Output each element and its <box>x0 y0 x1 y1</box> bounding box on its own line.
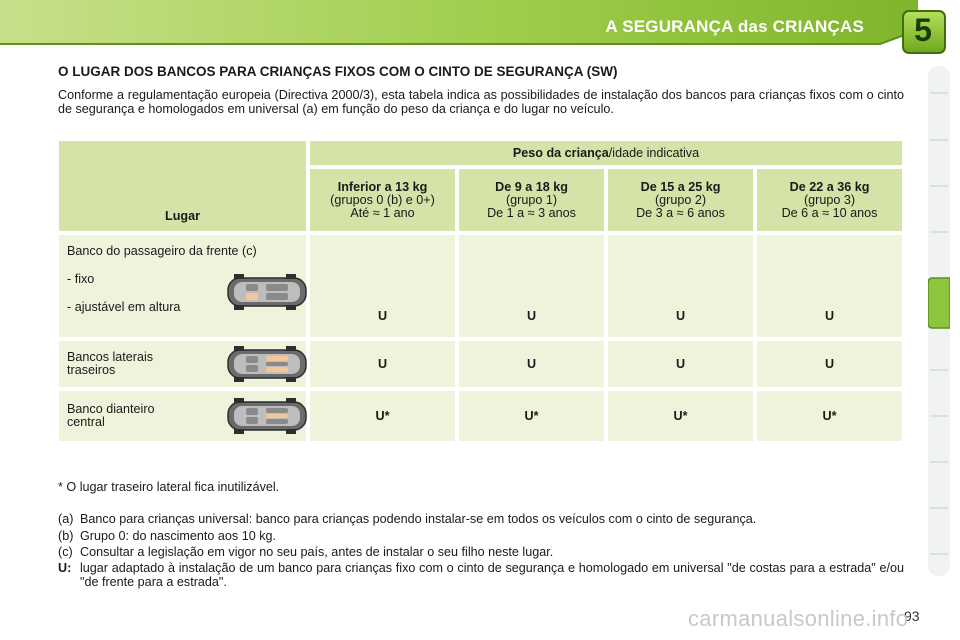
seat-label: Bancos laterais <box>67 350 154 364</box>
seat-label: Banco dianteiro <box>67 402 155 416</box>
car-rear-center-seat-icon <box>226 397 308 435</box>
chapter-header <box>0 0 960 50</box>
group-title: De 15 a 25 kg <box>640 179 721 194</box>
value-cell: U <box>757 341 902 387</box>
group-title: De 9 a 18 kg <box>495 179 568 194</box>
group-title: De 22 a 36 kg <box>789 179 870 194</box>
group-line3: De 1 a ≈ 3 anos <box>487 205 576 220</box>
watermark: carmanualsonline.info <box>688 606 909 631</box>
footnote <box>58 561 904 589</box>
table-row <box>59 391 902 441</box>
seat-cell-rear-center <box>59 391 306 441</box>
group-title: Inferior a 13 kg <box>337 179 428 194</box>
group-line2: (grupos 0 (b) e 0+) <box>330 192 435 207</box>
group-line3: De 3 a ≈ 6 anos <box>636 205 725 220</box>
section-title: O LUGAR DOS BANCOS PARA CRIANÇAS FIXOS COM O CINTO DE SEGURANÇA (SW) <box>58 64 618 79</box>
footnote-text: lugar adaptado à instalação de um banco para crianças fixo com o cinto de segurança e homologado em universal "de costas para a estrada" e/ou "de frente para a estrada". <box>80 561 904 589</box>
group-header <box>459 169 604 231</box>
chapter-number: 5 <box>914 12 932 48</box>
seat-label: Banco do passageiro da frente (c) <box>67 244 257 258</box>
value-cell: U* <box>310 391 455 441</box>
peso-header-bold: Peso da criança <box>512 146 609 160</box>
value-cell: U <box>310 341 455 387</box>
seat-label: - fixo <box>67 272 95 286</box>
group-line2: (grupo 3) <box>803 192 856 207</box>
car-rear-side-seats-icon <box>226 345 308 383</box>
footnote-text: Banco para crianças universal: banco para crianças podendo instalar-se em todos os veículos com o cinto de segurança. <box>80 512 757 526</box>
group-line2: (grupo 2) <box>654 192 707 207</box>
footnote <box>58 512 904 526</box>
seat-label: central <box>67 415 105 429</box>
seat-cell-front-passenger <box>59 235 306 337</box>
table-note: * O lugar traseiro lateral fica inutilizável. <box>58 480 280 494</box>
group-line3: De 6 a ≈ 10 anos <box>781 205 878 220</box>
footnote <box>58 529 904 543</box>
footnote-key: (a) <box>58 512 74 526</box>
value-cell: U <box>459 341 604 387</box>
value-cell: U <box>757 235 902 337</box>
chapter-title: A SEGURANÇA das CRIANÇAS <box>605 17 864 36</box>
table-header-row <box>59 141 902 165</box>
peso-header-rest: /idade indicativa <box>608 146 700 160</box>
intro-paragraph: Conforme a regulamentação europeia (Directiva 2000/3), esta tabela indica as possibilidades de instalação dos bancos para crianças fixos com o cinto de segurança e homologados em universal (a) em função do peso da criança e do lugar no veículo. <box>58 88 904 116</box>
lugar-header <box>59 141 306 231</box>
page-number: 93 <box>904 608 920 624</box>
value-cell: U <box>608 235 753 337</box>
footnote-text: Grupo 0: do nascimento aos 10 kg. <box>80 529 277 543</box>
group-header <box>757 169 902 231</box>
group-header <box>310 169 455 231</box>
group-line2: (grupo 1) <box>505 192 558 207</box>
seat-label: - ajustável em altura <box>67 300 181 314</box>
value-cell: U* <box>459 391 604 441</box>
footnote-key: (c) <box>58 545 73 559</box>
footnote-key: (b) <box>58 529 74 543</box>
chapter-side-tabs <box>928 66 950 576</box>
lugar-header-label: Lugar <box>165 209 200 223</box>
seat-cell-rear-side <box>59 341 306 387</box>
value-cell: U <box>608 341 753 387</box>
table-row <box>59 235 902 337</box>
value-cell: U* <box>757 391 902 441</box>
table-row <box>59 341 902 387</box>
value-cell: U <box>459 235 604 337</box>
footnote-key: U: <box>58 561 72 575</box>
group-line3: Até ≈ 1 ano <box>350 205 415 220</box>
child-seat-table <box>55 137 906 445</box>
group-header <box>608 169 753 231</box>
peso-header <box>310 141 902 165</box>
seat-label: traseiros <box>67 363 116 377</box>
car-front-passenger-seat-icon <box>226 273 308 311</box>
footnote-text: Consultar a legislação em vigor no seu país, antes de instalar o seu filho neste lugar. <box>80 545 554 559</box>
footnote <box>58 545 904 559</box>
value-cell: U <box>310 235 455 337</box>
value-cell: U* <box>608 391 753 441</box>
